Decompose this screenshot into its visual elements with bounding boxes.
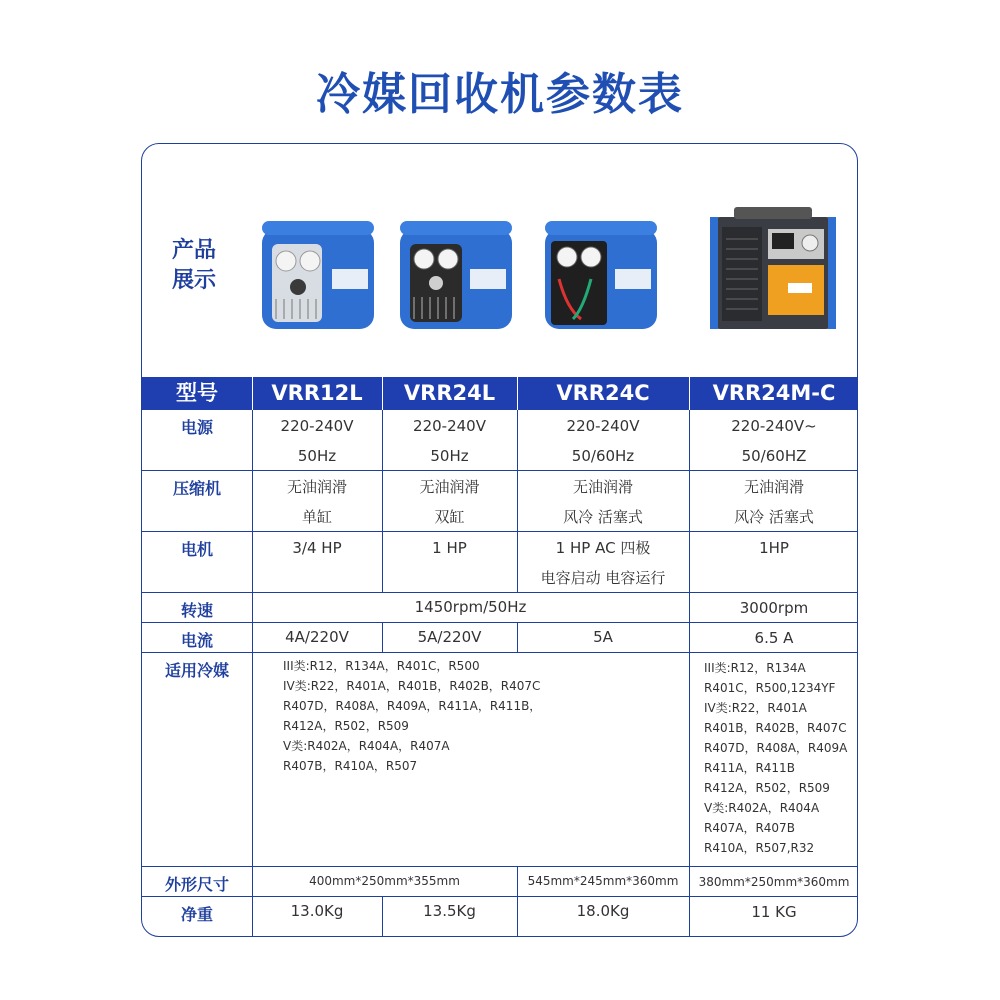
product-show-label: 产品 展示 (172, 238, 217, 293)
motor-cell-4: 1HP (759, 539, 789, 557)
power-cell-1: 220-240V 50Hz (280, 417, 354, 465)
weight-cell-4: 11 KG (751, 903, 797, 921)
row-label-dimensions: 外形尺寸 (164, 875, 229, 894)
compressor-cell-1: 无油润滑 单缸 (286, 478, 347, 526)
header-model-3: VRR24C (556, 381, 650, 405)
refrigerant-last-list: III类:R12，R134A R401C，R500,1234YF IV类:R22，R401A R401B，R402B，R407C R407D，R408A，R409A R411A，R411B R412A，R502，R509 V类:R402A，R404A R407A，R407B R410A，R507,R32 (704, 661, 848, 855)
dimensions-cell-3: 380mm*250mm*360mm (698, 875, 850, 889)
header-model-1: VRR12L (271, 381, 363, 405)
current-cell-4: 6.5 A (754, 629, 794, 647)
row-label-compressor: 压缩机 (172, 479, 221, 498)
spec-table (141, 143, 858, 937)
dimensions-cell-1: 400mm*250mm*355mm (309, 874, 460, 888)
power-cell-4: 220-240V~ 50/60HZ (731, 417, 817, 465)
motor-cell-2: 1 HP (432, 539, 467, 557)
weight-cell-2: 13.5Kg (423, 902, 476, 920)
product-image-vrr24m-c (704, 199, 839, 339)
product-image-vrr24c (537, 199, 662, 339)
table-header-row (142, 377, 858, 410)
weight-cell-1: 13.0Kg (290, 902, 344, 920)
current-cell-1: 4A/220V (285, 628, 349, 646)
weight-cell-3: 18.0Kg (576, 902, 630, 920)
header-model-4: VRR24M-C (712, 381, 836, 405)
compressor-cell-2: 无油润滑 双缸 (419, 478, 480, 526)
product-image-vrr12l (254, 199, 379, 339)
product-image-vrr24l (392, 199, 517, 339)
power-cell-2: 220-240V 50Hz (413, 417, 486, 465)
refrigerant-shared-list: III类:R12，R134A，R401C，R500 IV类:R22，R401A，R401B，R402B，R407C R407D，R408A，R409A，R411A，R411B， R412A，R502，R509 V类:R402A，R404A，R407A R407B，R410A，R507 (283, 659, 542, 773)
motor-cell-1: 3/4 HP (292, 539, 342, 557)
motor-cell-3: 1 HP AC 四极 电容启动 电容运行 (540, 539, 666, 587)
compressor-cell-4: 无油润滑 风冷 活塞式 (734, 478, 814, 526)
row-label-weight: 净重 (180, 905, 213, 924)
header-label: 型号 (176, 381, 218, 405)
power-cell-3: 220-240V 50/60Hz (566, 417, 640, 465)
header-model-2: VRR24L (403, 381, 496, 405)
speed-shared-cell: 1450rpm/50Hz (414, 598, 527, 616)
row-label-motor: 电机 (180, 540, 213, 559)
current-cell-3: 5A (593, 628, 613, 646)
row-label-refrigerant: 适用冷媒 (164, 661, 229, 680)
dimensions-cell-2: 545mm*245mm*360mm (527, 874, 679, 888)
row-label-power: 电源 (180, 418, 213, 437)
compressor-cell-3: 无油润滑 风冷 活塞式 (563, 478, 643, 526)
page-title: 冷媒回收机参数表 (316, 69, 684, 120)
row-label-speed: 转速 (180, 601, 213, 620)
speed-cell-4: 3000rpm (739, 599, 809, 617)
row-label-current: 电流 (180, 631, 213, 650)
current-cell-2: 5A/220V (417, 628, 482, 646)
